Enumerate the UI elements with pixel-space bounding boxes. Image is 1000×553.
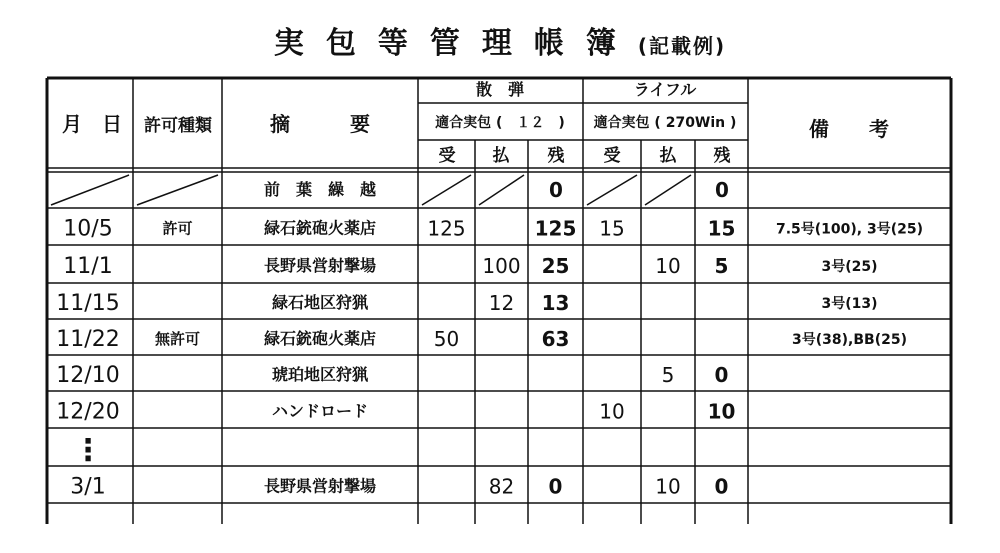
header-rifle-paid: 払 <box>659 146 677 166</box>
row-rifle-paid: 10 <box>655 254 681 278</box>
row-shot-balance: 125 <box>534 216 577 241</box>
row-shot-paid: 100 <box>482 254 521 278</box>
row-date: 11/15 <box>56 291 120 316</box>
row-shot-paid: 82 <box>488 474 515 499</box>
row-date: 10/5 <box>63 216 113 242</box>
row-summary: 長野県営射撃場 <box>263 256 377 275</box>
row-summary: ハンドロード <box>271 401 369 421</box>
title-sub: (記載例) <box>637 34 727 58</box>
row-rifle-received: 15 <box>599 216 625 241</box>
header-shot-caliber: 適合実包 ( １２ ) <box>435 115 565 131</box>
header-shot-balance: 残 <box>547 146 565 166</box>
row-summary: 緑石地区狩猟 <box>271 293 369 312</box>
ellipsis-marker: ⋮ <box>73 433 103 468</box>
row-summary: 長野県営射撃場 <box>263 476 377 496</box>
header-permit-type: 許可種類 <box>144 116 212 136</box>
row-remarks: 3号(25) <box>821 259 878 275</box>
row-date: 3/1 <box>70 474 106 500</box>
carryover-label: 前 葉 繰 越 <box>263 180 377 199</box>
row-remarks: 7.5号(100), 3号(25) <box>775 221 924 238</box>
carryover-strike <box>479 175 524 205</box>
carryover-strike <box>137 175 218 205</box>
carryover-strike <box>51 175 129 205</box>
carryover-strike <box>645 175 691 205</box>
header-summary: 摘 要 <box>270 112 370 136</box>
carryover-strike <box>422 175 471 205</box>
row-rifle-balance: 0 <box>714 363 729 387</box>
row-date: 12/10 <box>56 363 120 388</box>
row-shot-balance: 25 <box>541 254 570 278</box>
row-shot-balance: 0 <box>548 474 563 499</box>
row-shot-received: 125 <box>427 216 466 241</box>
header-rifle-group: ライフル <box>633 80 697 99</box>
row-permit: 許可 <box>162 219 193 238</box>
row-rifle-paid: 10 <box>655 474 681 499</box>
row-summary: 琥珀地区狩猟 <box>271 365 369 384</box>
header-shot-group: 散 弾 <box>475 80 525 99</box>
header-shot-received: 受 <box>438 146 456 166</box>
header-month-day: 月 日 <box>62 112 122 136</box>
row-summary: 緑石銃砲火薬店 <box>263 218 377 238</box>
row-rifle-balance: 0 <box>714 474 729 499</box>
row-date: 12/20 <box>56 399 120 425</box>
header-remarks: 備 考 <box>809 117 889 141</box>
row-remarks: 3号(13) <box>821 296 878 312</box>
row-rifle-received: 10 <box>599 399 625 424</box>
row-rifle-balance: 10 <box>707 399 736 424</box>
row-shot-balance: 63 <box>541 327 570 351</box>
header-shot-paid: 払 <box>492 146 510 166</box>
row-shot-received: 50 <box>433 327 460 351</box>
row-date: 11/22 <box>56 327 120 352</box>
row-shot-paid: 12 <box>488 291 515 315</box>
row-rifle-balance: 5 <box>714 254 729 278</box>
carryover-rifle-balance: 0 <box>715 178 729 202</box>
row-date: 11/1 <box>63 254 113 279</box>
header-rifle-balance: 残 <box>713 146 731 166</box>
row-permit: 無許可 <box>154 330 201 348</box>
ledger-rows <box>56 217 923 500</box>
row-rifle-balance: 15 <box>707 216 736 241</box>
row-rifle-paid: 5 <box>661 363 675 387</box>
title-main: 実包等管理帳簿 <box>273 26 638 61</box>
header-rifle-received: 受 <box>603 146 621 166</box>
carryover-strike <box>587 175 637 205</box>
row-remarks: 3号(38),BB(25) <box>792 332 907 348</box>
row-shot-balance: 13 <box>541 291 570 315</box>
header-rifle-caliber: 適合実包 ( 270Win ) <box>593 115 737 131</box>
row-summary: 緑石銃砲火薬店 <box>263 329 377 348</box>
carryover-shot-balance: 0 <box>549 178 563 202</box>
